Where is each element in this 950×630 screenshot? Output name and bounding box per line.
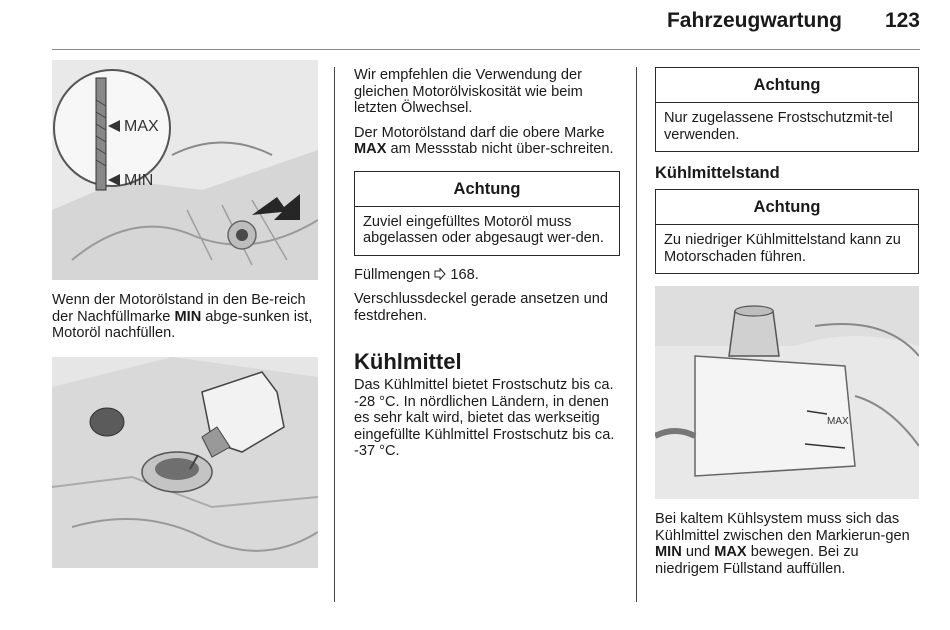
max-mark-label: MAX: [124, 118, 159, 135]
page-header: [0, 0, 950, 50]
column-divider-2: [636, 67, 637, 602]
column-middle: [354, 60, 620, 460]
warning-box-antifreeze: [655, 67, 919, 152]
warning-box-overfill: [354, 171, 620, 256]
warning-text: Zu niedriger Kühlmittelstand kann zu Motorschaden führen.: [664, 232, 901, 265]
warning-box-coolant-level: [655, 189, 919, 274]
warning-heading: Achtung: [355, 172, 619, 207]
coolant-reservoir-illustration: [655, 286, 919, 499]
capacity-reference: Füllmengen 168.: [354, 266, 479, 283]
section-title: Fahrzeugwartung: [666, 9, 842, 32]
warning-text: Zuviel eingefülltes Motoröl muss abgelassen oder abgesaugt wer-den.: [363, 213, 604, 246]
cross-reference-arrow-icon: [434, 268, 446, 280]
refill-instruction: Wenn der Motorölstand in den Be-reich der Nachfüllmarke MIN abge-sunken ist, Motoröl nachfüllen.: [52, 292, 313, 341]
column-right: [655, 60, 919, 577]
coolant-heading: Kühlmittel: [354, 349, 462, 374]
column-left: [52, 60, 318, 568]
cap-instruction: Verschlussdeckel gerade ansetzen und festdrehen.: [354, 291, 608, 324]
min-mark-label: MIN: [124, 172, 154, 189]
page-number: 123: [884, 9, 920, 32]
warning-text: Nur zugelassene Frostschutzmit-tel verwenden.: [664, 110, 893, 143]
coolant-level-heading: Kühlmittelstand: [655, 164, 780, 182]
header-divider: [52, 49, 920, 50]
oil-filling-illustration: [52, 357, 318, 568]
warning-heading: Achtung: [656, 190, 918, 225]
warning-heading: Achtung: [656, 68, 918, 103]
coolant-description: Das Kühlmittel bietet Frostschutz bis ca. -28 °C. In nördlichen Ländern, in denen es sehr kalt wird, bietet das werkseitig eingefüllte Kühlmittel Frostschutz bis ca. -37 °C.: [354, 377, 615, 459]
max-level-note: Der Motorölstand darf die obere Marke MAX am Messstab nicht über-schreiten.: [354, 124, 614, 157]
reservoir-max-label: MAX: [827, 416, 849, 427]
coolant-level-instruction: Bei kaltem Kühlsystem muss sich das Kühlmittel zwischen den Markierun-gen MIN und MAX bewegen. Bei zu niedrigem Füllstand auffüllen.: [655, 511, 910, 577]
column-divider-1: [334, 67, 335, 602]
viscosity-recommendation: Wir empfehlen die Verwendung der gleichen Motorölviskosität wie beim letzten Ölwechsel.: [354, 67, 583, 116]
dipstick-illustration: [52, 60, 318, 280]
